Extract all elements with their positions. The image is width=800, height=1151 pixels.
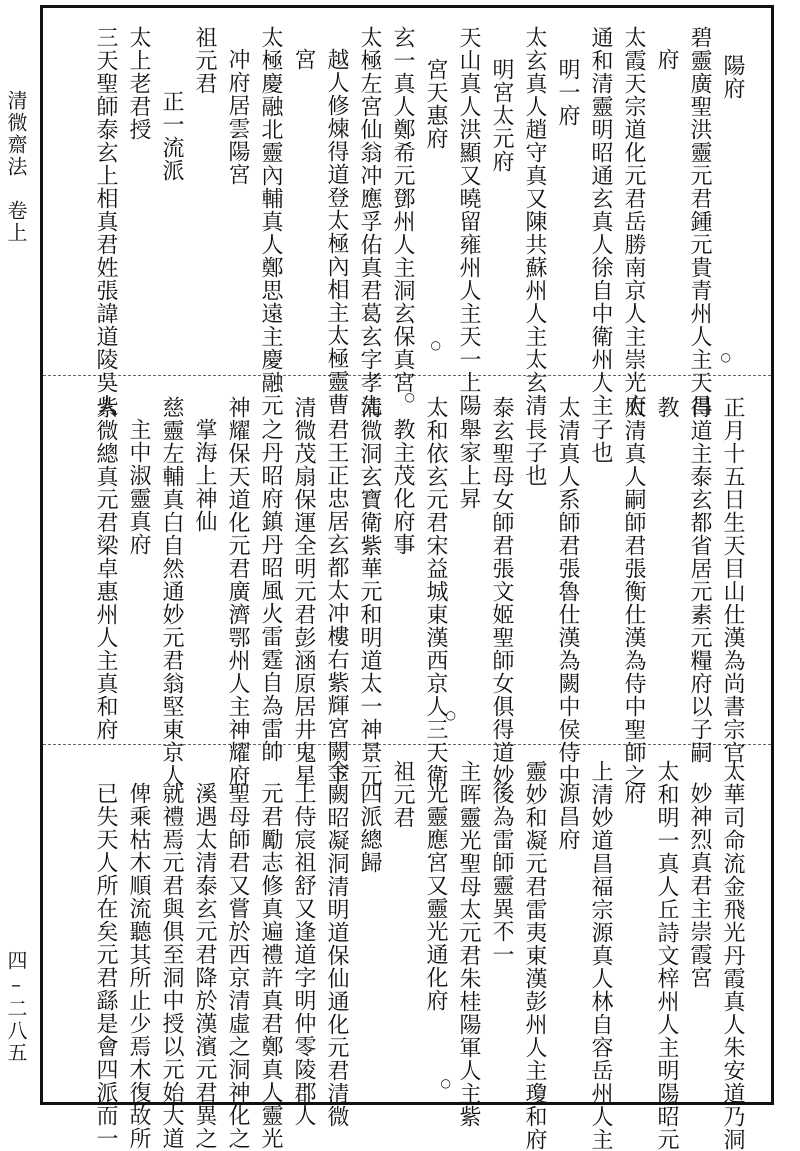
text-column: 掌海上神仙 (192, 418, 217, 533)
text-column: 子也 (588, 418, 613, 464)
text-column: 主晖靈光聖母太元君朱桂陽軍人主紫 (456, 760, 481, 1128)
text-column: 太和明一真人丘詩文梓州人主明陽昭元 (654, 760, 679, 1151)
text-column: 太和依玄元君宋益城東漢西京人三天衛 (423, 396, 448, 787)
text-column: 清微茂扇保運全明元君彭涵原居井鬼星 (291, 396, 316, 787)
panel-divider-2 (43, 744, 771, 745)
circle-mark-icon: ○ (720, 350, 731, 364)
text-column: 越人修煉得道登太極內相主太極靈曹 (324, 48, 349, 416)
text-column: 慈靈左輔真白自然通妙元君翁堅東京人 (159, 396, 184, 787)
text-column: 之丹昭府鎮丹昭風火雷霆自為雷帥 (258, 418, 283, 763)
text-column: 俾乘枯木順流聽其所止少焉木復故所 (126, 782, 151, 1150)
text-column: 太上老君授 (126, 26, 151, 141)
margin-book-title: 清微齋法 卷上 (4, 90, 28, 244)
circle-mark-icon: ○ (445, 708, 456, 722)
text-column: 冲府居雲陽宮 (225, 48, 250, 186)
text-column: 明宮太元府 (489, 58, 514, 173)
text-column: 玄一真人鄭希元鄧州人主洞玄保真宮 (390, 26, 415, 394)
text-column: 已失天人所在矣元君繇是會四派而一 (93, 782, 118, 1150)
circle-mark-icon: ○ (430, 338, 441, 352)
text-column: 教 (654, 396, 679, 419)
circle-mark-icon: ○ (440, 1076, 451, 1090)
text-column: 清微洞玄寶衛紫華元和明道太一神景元 (357, 396, 382, 787)
text-column: 通和清靈明昭通玄真人徐自中衛州人主 (588, 26, 613, 417)
circle-mark-icon: ○ (404, 390, 415, 404)
text-column: 教主茂化府事 (390, 418, 415, 556)
text-column: 君王正忠居玄都太冲樓右紫輝宮闕下 (324, 418, 349, 786)
text-column: 紫微總真元君梁卓惠州人主真和府 (93, 396, 118, 741)
text-column: 妙神烈真君主崇霞宮 (687, 782, 712, 989)
text-column: 陽府 (720, 54, 745, 100)
text-column: 得道主泰玄都省居元素元糧府以子嗣 (687, 396, 712, 764)
text-column: 舉家上昇 (456, 418, 481, 510)
text-column: 就禮焉元君與俱至洞中授以元始大道 (159, 782, 184, 1150)
text-column: 天山真人洪顯又曉留雍州人主天一上陽 (456, 26, 481, 417)
text-column: 太極慶融北靈內輔真人鄭思遠主慶融元 (258, 26, 283, 417)
text-column: 上清妙道昌福宗源真人林自容岳州人主 (588, 760, 613, 1151)
text-column: 三天聖師泰玄上相真君姓張諱道陵吳人 (93, 26, 118, 417)
text-column: 祖元君 (390, 760, 415, 829)
text-column: 元君勵志修真遍禮許真君鄭真人靈光 (258, 782, 283, 1150)
text-column: 碧靈廣聖洪靈元君鍾元貴青州人主天昌 (687, 26, 712, 417)
text-column: 溪遇太清泰玄元君降於漢濱元君異之 (192, 782, 217, 1150)
text-column: 四派總歸 (357, 782, 382, 874)
text-column: 長子也 (522, 418, 547, 487)
text-column: 上侍宸祖舒又逢道字明仲零陵郡人 (291, 782, 316, 1127)
text-column: 後為雷師靈異不一 (489, 782, 514, 966)
text-column: 宮 (291, 48, 316, 71)
text-column: 正一流派 (159, 90, 184, 182)
text-column: 祖元君 (192, 26, 217, 95)
text-column: 太華司命流金飛光丹霞真人朱安道乃洞 (720, 760, 745, 1151)
text-column: 太極左宮仙翁冲應孚佑真君葛玄字孝先 (357, 26, 382, 417)
text-column: 泰玄聖母女師君張文姬聖師女俱得道妙 (489, 396, 514, 787)
text-column: 源昌府 (555, 782, 580, 851)
text-column: 靈妙和凝元君雷夷東漢彭州人主瓊和府 (522, 760, 547, 1151)
text-column: 主中淑靈真府 (126, 418, 151, 556)
text-column: 宮天惠府 (423, 58, 448, 150)
text-column: 正月十五日生天目山仕漢為尚書宗官 (720, 396, 745, 764)
text-column: 太玄真人趙守真又陳共蘇州人主太玄清 (522, 26, 547, 417)
margin-page-number: 四–二八五 (4, 950, 28, 1064)
text-column: 太霞天宗道化元君岳勝南京人主崇光府 (621, 26, 646, 417)
text-column: 明一府 (555, 58, 580, 127)
text-column: 太清真人嗣師君張衡仕漢為侍中聖師之 (621, 396, 646, 787)
page-frame (40, 5, 774, 1151)
text-column: 聖母師君又嘗於西京清虛之洞神化之 (225, 782, 250, 1150)
text-column: 神耀保天道化元君廣濟鄂州人主神耀府 (225, 396, 250, 787)
text-column: 太清真人系師君張魯仕漢為闕中侯侍中 (555, 396, 580, 787)
text-column: 府 (621, 782, 646, 805)
text-column: 金闕昭凝洞清明道保仙通化元君清微 (324, 760, 349, 1128)
text-column: 府 (654, 48, 679, 71)
text-column: 光靈應宮又靈光通化府 (423, 782, 448, 1012)
